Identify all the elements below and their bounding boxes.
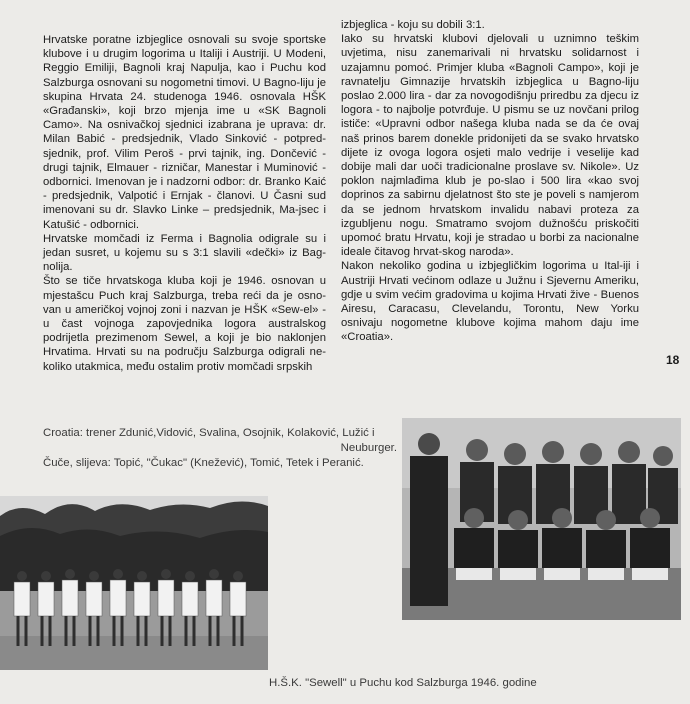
paragraph: izbjeglica - koju su dobili 3:1.	[341, 19, 485, 31]
photo-caption-sewell: H.Š.K. "Sewell" u Puchu kod Salzburga 1946. godine	[269, 677, 537, 689]
right-text-column	[341, 18, 639, 345]
team-photo-sewell	[0, 496, 268, 670]
paragraph: Hrvatske momčadi iz Ferma i Bagnolia odigrale su i jedan susret, u kojemu su s 3:1 slavili «dečki» iz Bag-nolija.	[43, 232, 326, 274]
paragraph: Nakon nekoliko godina u izbjegličkim logorima u Ital-iji i Austriji Hrvati većinom odlaze u Južnu i Sjevernu Ameriku, gdje u svim većim gradovima u kojima Hrvati žive - Buenos Airesu, Caracasu, Clevelandu, Torontu, New Yorku osnivaju nogometne klubove kojima mahom daju ime «Croatia».	[341, 260, 639, 344]
caption-line: Čuče, slijeva: Topić, "Čukac" (Knežević), Tomić, Tetek i Peranić.	[43, 457, 364, 469]
paragraph: Hrvatske poratne izbjeglice osnovali su svoje sportske klubove i u drugim logorima u Italiji i Austriji. U Modeni, Reggio Emiliji, Bagnoli kraj Napulja, kao i Puchu kod Salzburga osnovani su nogometni timovi. U Bagno-liju je skupina Hrvata 24. studenoga 1946. osnovala HŠK «Građanski», koji brzo mjenja ime u «SK Bagnoli Camo». Na osnivačkoj sjednici izabrana je uprava: dr. Milan Babić - predsjednik, Vlado Sinković - potpred-sjednik, prof. Vilim Peroš - prvi tajnik, ing. Dončević - drugi tajnik, Elmauer - rizničar, Manestar i Muminović - odbornici. Imenovan je i nadzorni odbor: dr. Branko Kaić - predsjednik, Valpotić i Ernjak - članovi. U Časni sud imenovani su dr. Slavko Linke – predsjednik, Ma-jsec i Katušić - odbornici.	[43, 34, 326, 231]
page-number: 18	[666, 353, 680, 367]
caption-line: Croatia: trener Zdunić,Vidović, Svalina, Osojnik, Kolaković, Lužić i	[43, 427, 375, 439]
team-photo-croatia	[402, 418, 681, 620]
photo-caption-croatia	[43, 426, 397, 471]
paragraph: Što se tiče hrvatskoga kluba koji je 1946. osnovan u mjestašcu Puch kraj Salzburga, treba reći da je osno-van u američkoj vojnoj zoni i nazvan je HŠK «Sew-el» - u čast vojnoga zapovjednika logora australskog podrijetla prezimenom Sewel, a koji je bio naklonjen Hrvatima. Hrvati su na području Salzburga odigrali ne-koliko utakmica, među ostalim protiv momčadi srpskih	[43, 275, 326, 373]
team-photo-image	[0, 496, 268, 670]
paragraph: Iako su hrvatski klubovi djelovali u uznimno teškim uvjetima, nisu zanemarivali ni hrvatsku solidarnost i uzajamnu pomoć. Primjer kluba «Bagnoli Campo», koji je ravnatelju Gimnazije hrvatskih izbjeglica u Bagno-liju poslao 2.000 lira - dar za novogodišnju priredbu za djecu iz logora - to najbolje potvrđuje. U pismu se uz novčani prilog ističe: «Upravni odbor našega kluba nada se da će ovaj naš prinos barem donekle pridonijeti da se svako hrvatsko dijete iz ovoga logora osjeti malo vedrije i veselije kad dobije mali dar uoči tradicionalne proslave sv. Nikole». Uz poklon najmlađima klub je po-slao i 500 lira «kao svoj doprinos za sabirnu djelatnost što ste je poveli s namjerom da se jednom hrvatskom invalidu nabavi proteza za izgubljenu nogu. Smatramo svojom dužnošću priskočiti upomoć bratu Hrvatu, koji je stradao u borbi za nacionalne ideale čitavog hrvat-skog naroda».	[341, 33, 639, 259]
team-photo-image	[402, 418, 681, 620]
caption-line: Neuburger.	[340, 442, 397, 454]
left-text-column	[43, 33, 326, 374]
